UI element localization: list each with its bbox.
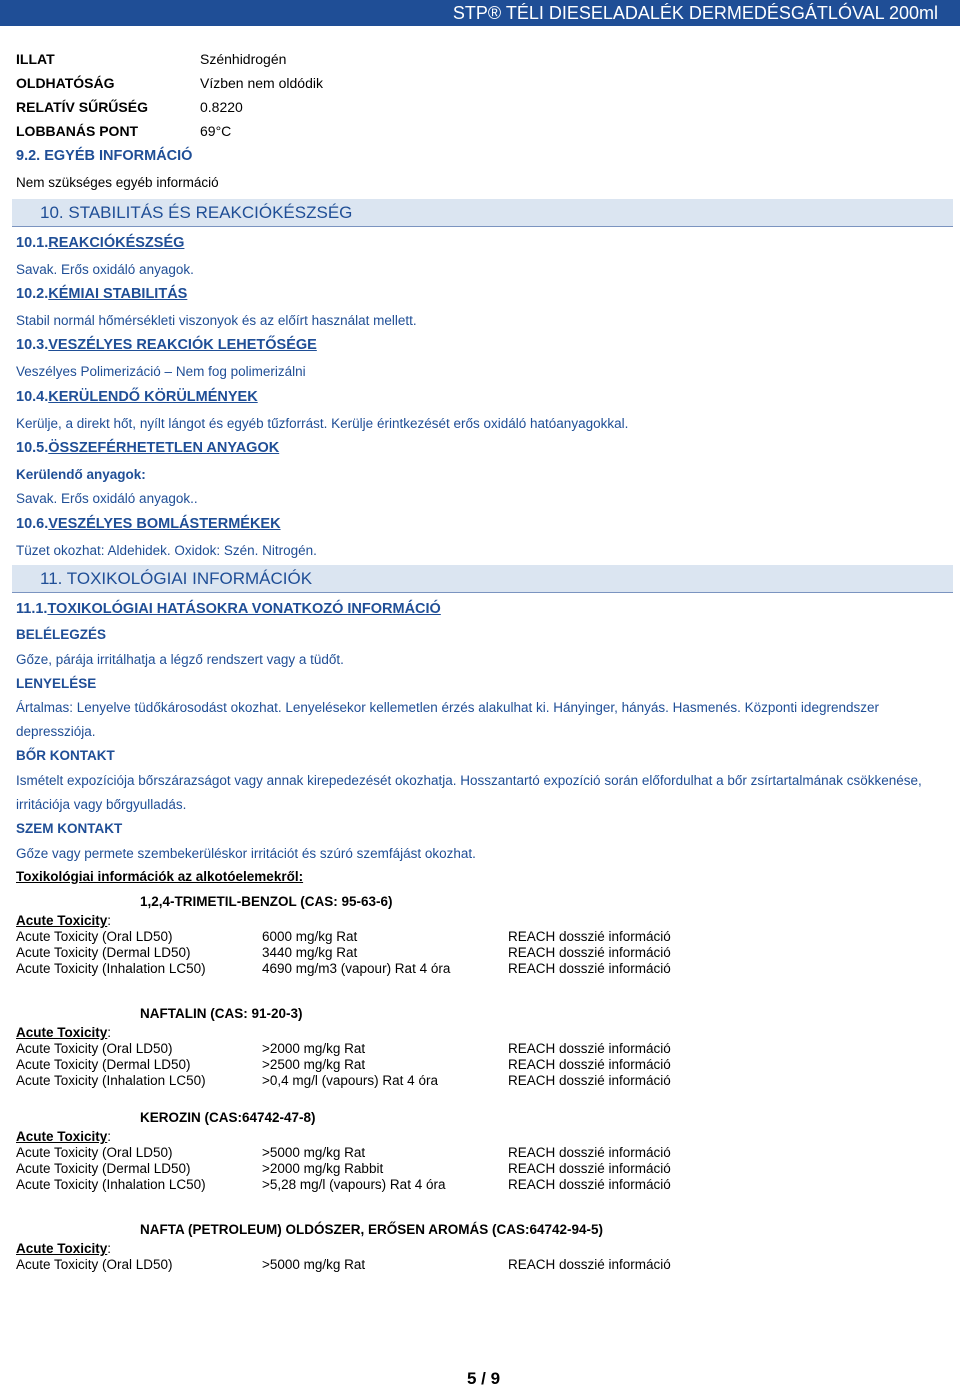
tox-row-value: >2000 mg/kg Rabbit [262,1161,384,1176]
tox-row-test: Acute Toxicity (Dermal LD50) [16,1161,191,1176]
inhalation-text: Gőze, párája irritálhatja a légző rendszert vagy a tüdőt. [16,652,344,667]
tox-row-source: REACH dosszié információ [508,945,671,960]
section-heading-9-2: 9.2. EGYÉB INFORMÁCIÓ [16,148,193,164]
ingestion-label: LENYELÉSE [16,676,97,691]
document-title: STP® TÉLI DIESELADALÉK DERMEDÉSGÁTLÓVAL 200ml [0,0,960,26]
component-title: KEROZIN (CAS:64742-47-8) [140,1110,316,1125]
section-title-11: 11. TOXIKOLÓGIAI INFORMÁCIÓK [40,569,313,588]
inhalation-label: BELÉLEGZÉS [16,627,107,642]
section-band-10 [12,199,953,227]
subsection-text-10-2: Stabil normál hőmérsékleti viszonyok és az előírt használat mellett. [16,313,417,328]
tox-row-source: REACH dosszié információ [508,1257,671,1272]
components-label: Toxikológiai információk az alkotóelemekről: [16,869,304,884]
tox-row-test: Acute Toxicity (Oral LD50) [16,1041,173,1056]
page-number: 5 / 9 [467,1369,501,1388]
tox-row-test: Acute Toxicity (Oral LD50) [16,929,173,944]
subsection-heading-10-3: 10.3.VESZÉLYES REAKCIÓK LEHETŐSÉGE [16,337,317,353]
subsection-text-10-5: Savak. Erős oxidáló anyagok.. [16,491,198,506]
acute-toxicity-label: Acute Toxicity: [16,913,112,928]
tox-row-test: Acute Toxicity (Inhalation LC50) [16,1073,206,1088]
subsection-text-10-6: Tüzet okozhat: Aldehidek. Oxidok: Szén. Nitrogén. [16,543,317,558]
tox-row-source: REACH dosszié információ [508,929,671,944]
tox-row-value: >5000 mg/kg Rat [262,1145,366,1160]
tox-row-source: REACH dosszié információ [508,1161,671,1176]
tox-row-value: 4690 mg/m3 (vapour) Rat 4 óra [262,961,451,976]
property-value-flashpoint: 69°C [200,123,232,139]
acute-toxicity-label: Acute Toxicity: [16,1025,112,1040]
property-value-odor: Szénhidrogén [200,51,287,67]
subsection-text-10-1: Savak. Erős oxidáló anyagok. [16,262,194,277]
skin-contact-text-line2: irritációja vagy bőrgyulladás. [16,797,187,812]
subsection-heading-10-2: 10.2.KÉMIAI STABILITÁS [16,286,188,302]
eye-contact-text: Gőze vagy permete szembekerüléskor irritációt és szúró szemfájást okozhat. [16,846,476,861]
tox-row-test: Acute Toxicity (Oral LD50) [16,1257,173,1272]
property-value-solubility: Vízben nem oldódik [200,75,323,91]
property-value-density: 0.8220 [200,99,243,115]
tox-row-test: Acute Toxicity (Dermal LD50) [16,945,191,960]
component-title: NAFTALIN (CAS: 91-20-3) [140,1006,303,1021]
tox-row-source: REACH dosszié információ [508,1073,671,1088]
acute-toxicity-label: Acute Toxicity: [16,1241,112,1256]
subsection-heading-11-1: 11.1.TOXIKOLÓGIAI HATÁSOKRA VONATKOZÓ INFORMÁCIÓ [16,601,441,617]
subsection-text-10-3: Veszélyes Polimerizáció – Nem fog polimerizálni [16,364,306,379]
section-band-11 [12,565,953,593]
tox-row-test: Acute Toxicity (Inhalation LC50) [16,961,206,976]
tox-row-test: Acute Toxicity (Oral LD50) [16,1145,173,1160]
ingestion-text-line1: Ártalmas: Lenyelve tüdőkárosodást okozhat. Lenyelésekor kellemetlen érzés alakulhat ki. Hányinger, hányás. Hasmenés. Központi idegrendszer [16,700,879,715]
tox-row-source: REACH dosszié információ [508,1177,671,1192]
subsection-heading-10-4: 10.4.KERÜLENDŐ KÖRÜLMÉNYEK [16,389,258,405]
section-title-10: 10. STABILITÁS ÉS REAKCIÓKÉSZSÉG [40,203,353,222]
avoid-materials-label: Kerülendő anyagok: [16,467,146,482]
tox-row-value: 6000 mg/kg Rat [262,929,358,944]
subsection-heading-10-1: 10.1.REAKCIÓKÉSZSÉG [16,235,185,251]
tox-row-source: REACH dosszié információ [508,1145,671,1160]
tox-row-value: 3440 mg/kg Rat [262,945,358,960]
eye-contact-label: SZEM KONTAKT [16,821,123,836]
tox-row-test: Acute Toxicity (Dermal LD50) [16,1057,191,1072]
tox-row-value: >5,28 mg/l (vapours) Rat 4 óra [262,1177,446,1192]
subsection-heading-10-6: 10.6.VESZÉLYES BOMLÁSTERMÉKEK [16,516,281,532]
tox-row-source: REACH dosszié információ [508,961,671,976]
tox-row-test: Acute Toxicity (Inhalation LC50) [16,1177,206,1192]
property-label-flashpoint: LOBBANÁS PONT [16,123,139,139]
property-label-solubility: OLDHATÓSÁG [16,75,115,91]
tox-row-source: REACH dosszié információ [508,1041,671,1056]
tox-row-source: REACH dosszié információ [508,1057,671,1072]
skin-contact-label: BŐR KONTAKT [16,748,115,763]
tox-row-value: >0,4 mg/l (vapours) Rat 4 óra [262,1073,438,1088]
tox-row-value: >5000 mg/kg Rat [262,1257,366,1272]
tox-row-value: >2000 mg/kg Rat [262,1041,366,1056]
subsection-text-10-4: Kerülje, a direkt hőt, nyílt lángot és egyéb tűzforrást. Kerülje érintkezését erős oxidáló hatóanyagokkal. [16,416,629,431]
property-label-density: RELATÍV SŰRŰSÉG [16,99,148,115]
component-title: 1,2,4-TRIMETIL-BENZOL (CAS: 95-63-6) [140,894,393,909]
acute-toxicity-label: Acute Toxicity: [16,1129,112,1144]
subsection-heading-10-5: 10.5.ÖSSZEFÉRHETETLEN ANYAGOK [16,440,280,456]
property-label-odor: ILLAT [16,51,55,67]
skin-contact-text-line1: Ismételt expozíciója bőrszárazságot vagy annak kirepedezését okozhatja. Hosszantartó expozíció során előfordulhat a bőr zsírtartalmának csökkenése, [16,773,922,788]
component-title: NAFTA (PETROLEUM) OLDÓSZER, ERŐSEN AROMÁS (CAS:64742-94-5) [140,1222,604,1237]
ingestion-text-line2: depressziója. [16,724,96,739]
section-text-9-2: Nem szükséges egyéb információ [16,175,219,190]
tox-row-value: >2500 mg/kg Rat [262,1057,366,1072]
